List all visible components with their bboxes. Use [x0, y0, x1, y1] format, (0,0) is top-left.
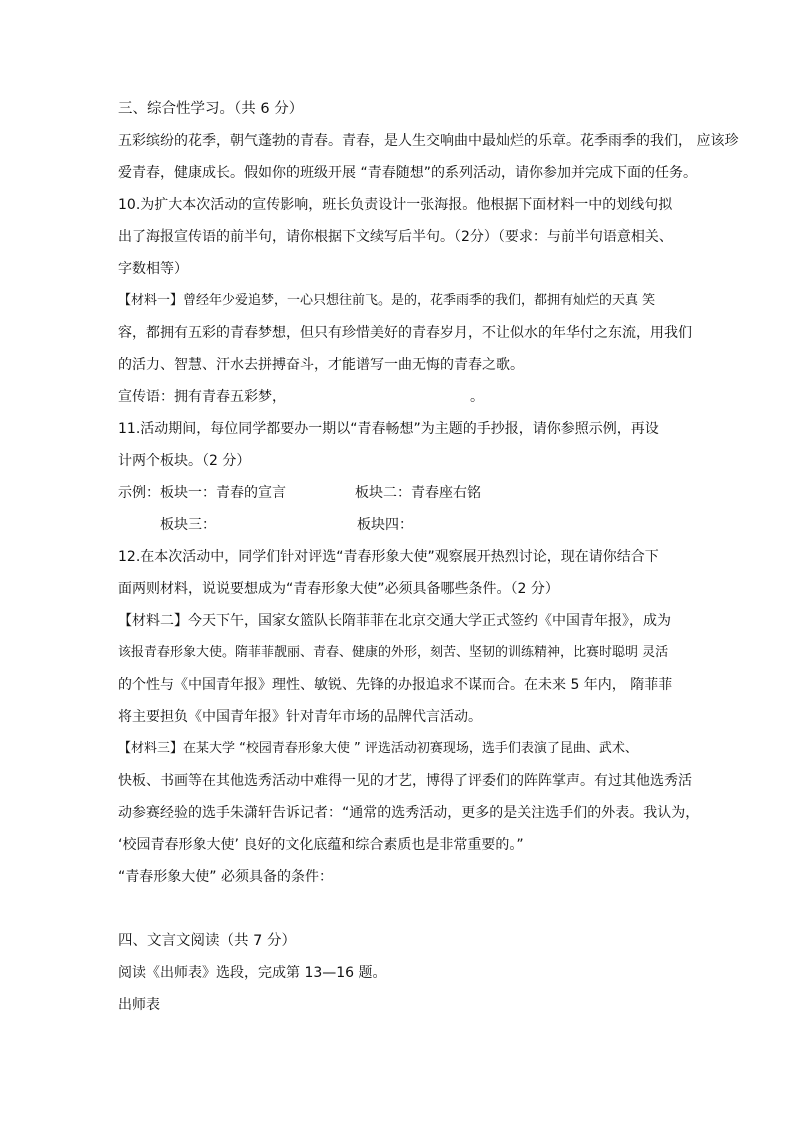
material3-line-4: ‘校园青春形象大使’ 良好的文化底蕴和综合素质也是非常重要的。”	[118, 837, 524, 853]
section4-title: 出师表	[118, 997, 160, 1013]
q10-line-3: 字数相等）	[118, 261, 188, 277]
material2-line-3: 的个性与《中国青年报》理性、敏锐、先锋的办报追求不谋而合。在未来 5 年内， 隋菲菲	[118, 677, 673, 693]
section3-heading: 三、综合性学习。（共 6 分）	[118, 101, 304, 117]
q11-line-1: 11.活动期间，每位同学都要办一期以“青春畅想”为主题的手抄报，请你参照示例，再设	[118, 421, 659, 437]
material3-line-1: 【材料三】在某大学 “校园青春形象大使 ” 评选活动初赛现场，选手们表演了昆曲、武术、	[118, 741, 638, 756]
material1-line-2: 容，都拥有五彩的青春梦想，但只有珍惜美好的青春岁月，不让似水的年华付之东流，用我们	[118, 325, 692, 341]
material3-line-3: 动参赛经验的选手朱潇轩告诉记者：“通常的选秀活动，更多的是关注选手们的外表。我认为，	[118, 805, 700, 821]
q11-line-2: 计两个板块。（2 分）	[118, 453, 251, 469]
slogan-end: 。	[470, 389, 484, 405]
intro-line-1: 五彩缤纷的花季，朝气蓬勃的青春。青春，是人生交响曲中最灿烂的乐章。花季雨季的我们， 应该珍	[118, 133, 739, 149]
example-block-4: 板块四：	[357, 517, 413, 533]
example-block-1: 示例：板块一：青春的宣言	[118, 485, 286, 501]
material2-line-4: 将主要担负《中国青年报》针对青年市场的品牌代言活动。	[118, 709, 482, 725]
material1-line-3: 的活力、智慧、汗水去拼搏奋斗，才能谱写一曲无悔的青春之歌。	[118, 357, 524, 373]
q10-line-1: 10.为扩大本次活动的宣传影响，班长负责设计一张海报。他根据下面材料一中的划线句拟	[118, 197, 673, 213]
example-block-2: 板块二：青春座右铭	[355, 485, 481, 501]
q10-line-2: 出了海报宣传语的前半句，请你根据下文续写后半句。（2分）（要求：与前半句语意相关、	[118, 229, 673, 245]
material2-line-1: 【材料二】今天下午，国家女篮队长隋菲菲在北京交通大学正式签约《中国青年报》，成为	[118, 613, 671, 629]
example-block-3: 板块三：	[160, 517, 216, 533]
slogan-label: 宣传语：拥有青春五彩梦，	[118, 389, 286, 405]
material1-line-1: 【材料一】曾经年少爱追梦，一心只想往前飞。是的，花季雨季的我们，都拥有灿烂的天真 笑	[118, 293, 656, 308]
q12-line-2: 面两则材料，说说要想成为“青春形象大使”必须具备哪些条件。（2 分）	[118, 581, 559, 597]
section4-heading: 四、文言文阅读（共 7 分）	[118, 933, 296, 949]
section4-intro: 阅读《出师表》选段，完成第 13—16 题。	[118, 965, 387, 981]
material2-line-2: 该报青春形象大使。隋菲菲靓丽、青春、健康的外形，刻苦、坚韧的训练精神，比赛时聪明 灵活	[118, 645, 669, 660]
material3-line-2: 快板、书画等在其他选秀活动中难得一见的才艺，博得了评委们的阵阵掌声。有过其他选秀活	[118, 773, 692, 789]
q12-line-1: 12.在本次活动中，同学们针对评选“青春形象大使”观察展开热烈讨论，现在请你结合下	[118, 549, 659, 565]
conditions-prompt: “青春形象大使” 必须具备的条件：	[118, 869, 333, 885]
intro-line-2: 爱青春，健康成长。假如你的班级开展 “青春随想”的系列活动，请你参加并完成下面的任务。	[118, 165, 697, 181]
